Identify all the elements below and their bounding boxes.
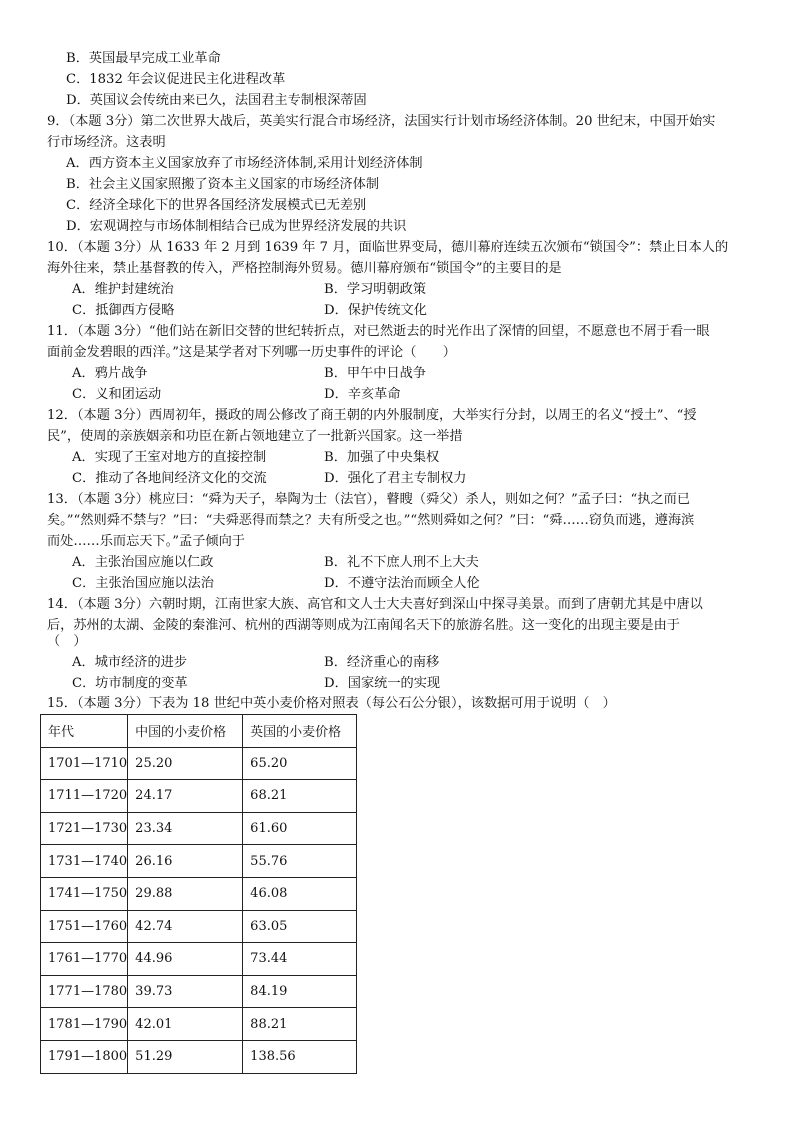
q13-stem-line3: 而处……乐而忘天下。”孟子倾向于 — [47, 534, 245, 549]
cell-china: 29.88 — [128, 877, 243, 910]
cell-britain: 68.21 — [243, 780, 357, 813]
q10-option-b: B．学习明朝政策 — [324, 282, 427, 297]
q12-option-a: A．实现了王室对地方的直接控制 — [72, 450, 267, 465]
cell-year: 1771—1780 — [41, 975, 128, 1008]
cell-britain: 88.21 — [243, 1008, 357, 1041]
cell-year: 1711—1720 — [41, 780, 128, 813]
table-row — [41, 943, 357, 976]
q9-stem-line2: 行市场经济。这表明 — [47, 135, 166, 150]
q13-option-a: A．主张治国应施以仁政 — [72, 555, 214, 570]
q9-option-d: D．宏观调控与市场体制相结合已成为世界经济发展的共识 — [66, 219, 407, 234]
q14-stem-line1: 14．（本题 3分）六朝时期，江南世家大族、高官和文人士大夫喜好到深山中探寻美景。而到了唐朝尤其是中唐以 — [47, 597, 703, 612]
q9-option-b: B．社会主义国家照搬了资本主义国家的市场经济体制 — [66, 177, 380, 192]
q11-stem-line2: 面前金发碧眼的西洋。”这是某学者对下列哪一历史事件的评论（ ） — [47, 345, 456, 360]
cell-year: 1761—1770 — [41, 943, 128, 976]
q11-option-d: D．辛亥革命 — [324, 387, 401, 402]
q14-stem-line3: （ ） — [47, 634, 87, 649]
cell-year: 1791—1800 — [41, 1040, 128, 1073]
header-britain-price: 英国的小麦价格 — [243, 715, 357, 748]
table-row — [41, 812, 357, 845]
table-row — [41, 1040, 357, 1073]
q14-option-a: A．城市经济的进步 — [72, 655, 188, 670]
q10-option-a: A．维护封建统治 — [72, 282, 174, 297]
q14-option-d: D．国家统一的实现 — [324, 676, 441, 691]
table-row — [41, 780, 357, 813]
cell-britain: 73.44 — [243, 943, 357, 976]
q9-option-c: C．经济全球化下的世界各国经济发展模式已无差别 — [66, 198, 367, 213]
cell-year: 1701—1710 — [41, 747, 128, 780]
cell-china: 26.16 — [128, 845, 243, 878]
q13-option-d: D．不遵守法治而顾全人伦 — [324, 576, 480, 591]
table-row — [41, 845, 357, 878]
table-header-row — [41, 715, 357, 748]
q14-option-c: C．坊市制度的变革 — [72, 676, 188, 691]
q11-option-c: C．义和团运动 — [72, 387, 162, 402]
cell-britain: 65.20 — [243, 747, 357, 780]
table-row — [41, 1008, 357, 1041]
q11-option-a: A．鸦片战争 — [72, 366, 148, 381]
q10-stem-line1: 10．（本题 3分）从 1633 年 2 月到 1639 年 7 月，面临世界变局，德川幕府连续五次颁布“锁国令”：禁止日本人的 — [47, 240, 729, 255]
cell-britain: 55.76 — [243, 845, 357, 878]
cell-britain: 63.05 — [243, 910, 357, 943]
table-row — [41, 975, 357, 1008]
q13-stem-line2: 矣。”“然则舜不禁与？”曰：“夫舜恶得而禁之？夫有所受之也。”“然则舜如之何？”曰：“舜……窃负而逃，遵海滨 — [47, 513, 695, 528]
cell-year: 1751—1760 — [41, 910, 128, 943]
q12-option-d: D．强化了君主专制权力 — [324, 471, 467, 486]
q14-stem-line2: 后，苏州的太湖、金陵的秦淮河、杭州的西湖等则成为江南闻名天下的旅游名胜。这一变化的出现主要是由于 — [47, 618, 680, 633]
cell-britain: 61.60 — [243, 812, 357, 845]
cell-china: 39.73 — [128, 975, 243, 1008]
q10-option-d: D．保护传统文化 — [324, 303, 427, 318]
q13-option-c: C．主张治国应施以法治 — [72, 576, 214, 591]
q11-stem-line1: 11．（本题 3分）“他们站在新旧交替的世纪转折点，对已然逝去的时光作出了深情的回望，不愿意也不屑于看一眼 — [47, 324, 710, 339]
cell-britain: 46.08 — [243, 877, 357, 910]
cell-china: 44.96 — [128, 943, 243, 976]
q8-option-d: D．英国议会传统由来已久，法国君主专制根深蒂固 — [66, 93, 367, 108]
cell-year: 1721—1730 — [41, 812, 128, 845]
cell-year: 1741—1750 — [41, 877, 128, 910]
wheat-price-table — [40, 714, 357, 1074]
q8-option-b: B．英国最早完成工业革命 — [66, 51, 221, 66]
q13-stem-line1: 13．（本题 3分）桃应曰：“舜为天子，皋陶为士（法官），瞽瞍（舜父）杀人，则如之何？”孟子曰：“执之而已 — [47, 492, 691, 507]
cell-china: 24.17 — [128, 780, 243, 813]
q10-stem-line2: 海外往来，禁止基督教的传入，严格控制海外贸易。德川幕府颁布“锁国令”的主要目的是 — [47, 261, 562, 276]
table-row — [41, 877, 357, 910]
q12-stem-line2: 民”，使周的亲族姻亲和功臣在新占领地建立了一批新兴国家。这一举措 — [47, 429, 463, 444]
cell-china: 51.29 — [128, 1040, 243, 1073]
table-row — [41, 910, 357, 943]
header-year: 年代 — [41, 715, 128, 748]
q8-option-c: C．1832 年会议促进民主化进程改革 — [66, 72, 286, 87]
q10-option-c: C．抵御西方侵略 — [72, 303, 175, 318]
cell-year: 1781—1790 — [41, 1008, 128, 1041]
cell-britain: 138.56 — [243, 1040, 357, 1073]
q12-stem-line1: 12．（本题 3分）西周初年，摄政的周公修改了商王朝的内外服制度，大举实行分封，以周王的名义“授土”、“授 — [47, 408, 697, 423]
q9-stem-line1: 9．（本题 3分）第二次世界大战后，英美实行混合市场经济，法国实行计划市场经济体制。20 世纪末，中国开始实 — [47, 114, 716, 129]
q14-option-b: B．经济重心的南移 — [324, 655, 440, 670]
q12-option-c: C．推动了各地间经济文化的交流 — [72, 471, 267, 486]
q12-option-b: B．加强了中央集权 — [324, 450, 440, 465]
q13-option-b: B．礼不下庶人刑不上大夫 — [324, 555, 479, 570]
cell-britain: 84.19 — [243, 975, 357, 1008]
q9-option-a: A．西方资本主义国家放弃了市场经济体制,采用计划经济体制 — [66, 156, 423, 171]
cell-china: 25.20 — [128, 747, 243, 780]
cell-year: 1731—1740 — [41, 845, 128, 878]
table-row — [41, 747, 357, 780]
q15-stem: 15．（本题 3分）下表为 18 世纪中英小麦价格对照表（每公石公分银），该数据可用于说明（ ） — [47, 696, 616, 711]
cell-china: 23.34 — [128, 812, 243, 845]
cell-china: 42.74 — [128, 910, 243, 943]
header-china-price: 中国的小麦价格 — [128, 715, 243, 748]
cell-china: 42.01 — [128, 1008, 243, 1041]
q11-option-b: B．甲午中日战争 — [324, 366, 427, 381]
